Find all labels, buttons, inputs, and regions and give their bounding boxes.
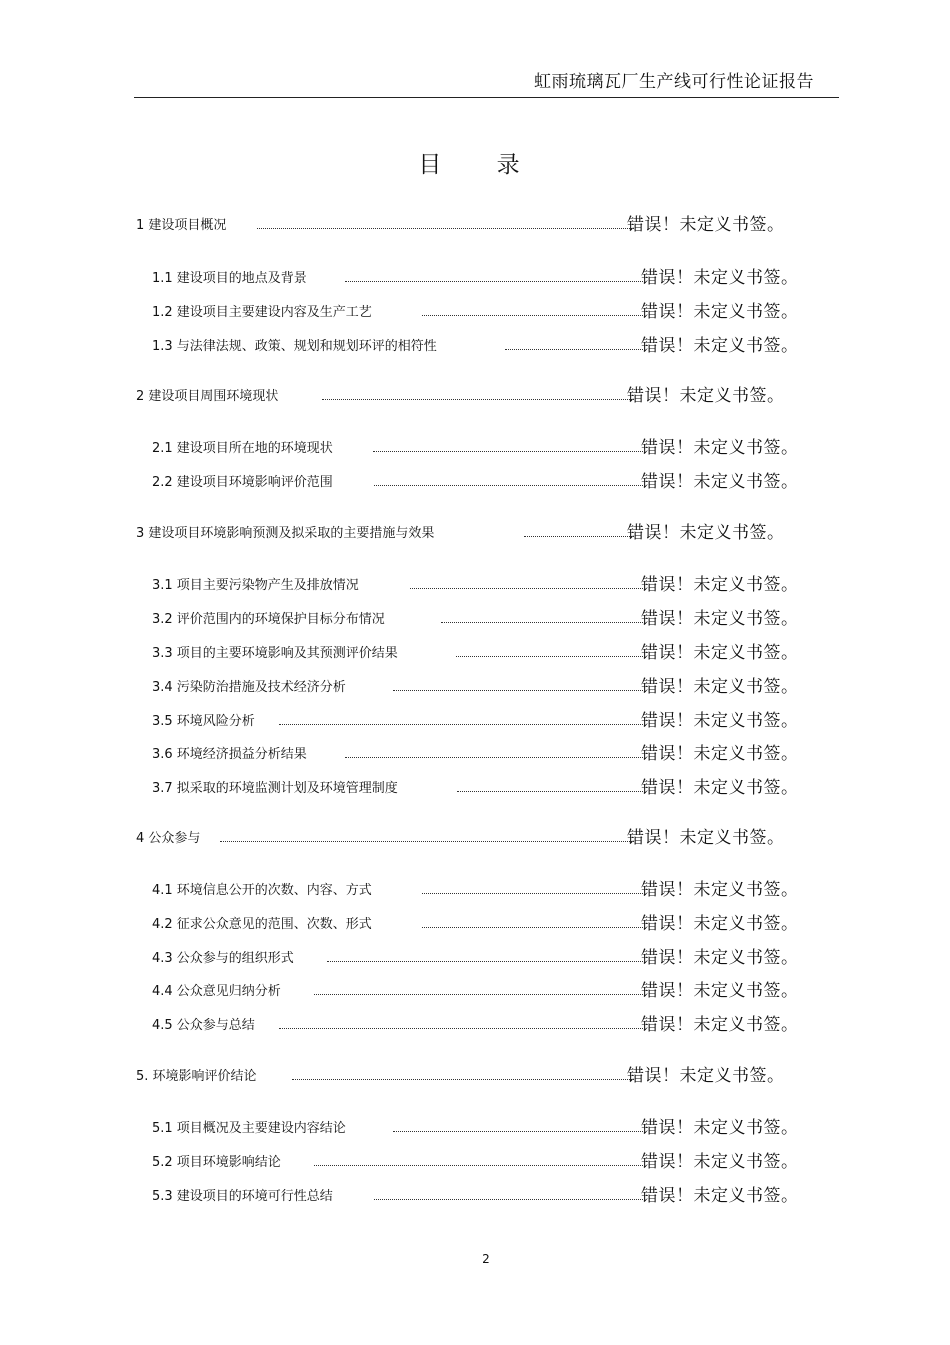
toc-dot-leader xyxy=(314,978,643,995)
toc-dot-leader xyxy=(345,741,643,758)
toc-page-reference: 错误！未定义书签。 xyxy=(641,1152,799,1172)
toc-page-reference: 错误！未定义书签。 xyxy=(641,711,799,731)
toc-page-reference: 错误！未定义书签。 xyxy=(641,981,799,1001)
toc-dot-leader xyxy=(292,1063,634,1080)
toc-dot-leader xyxy=(374,469,643,486)
toc-entry-label: 4 公众参与 xyxy=(136,831,201,846)
toc-page-reference: 错误！未定义书签。 xyxy=(627,1066,785,1086)
document-title: 虹雨琉璃瓦厂生产线可行性论证报告 xyxy=(534,72,814,92)
toc-page-reference: 错误！未定义书签。 xyxy=(641,677,799,697)
toc-dot-leader xyxy=(410,572,643,589)
toc-dot-leader xyxy=(422,911,643,928)
toc-entry[interactable] xyxy=(0,909,950,937)
toc-dot-leader xyxy=(422,877,643,894)
toc-entry-label: 4.3 公众参与的组织形式 xyxy=(152,951,294,966)
toc-entry[interactable] xyxy=(0,467,950,495)
toc-dot-leader xyxy=(441,606,643,623)
toc-entry[interactable] xyxy=(0,518,950,546)
toc-entry-label: 4.5 公众参与总结 xyxy=(152,1018,255,1033)
toc-entry[interactable] xyxy=(0,1010,950,1038)
toc-entry-label: 1 建设项目概况 xyxy=(136,218,227,233)
toc-page-reference: 错误！未定义书签。 xyxy=(641,1015,799,1035)
toc-page-reference: 错误！未定义书签。 xyxy=(641,609,799,629)
toc-entry[interactable] xyxy=(0,976,950,1004)
toc-entry[interactable] xyxy=(0,943,950,971)
toc-page-reference: 错误！未定义书签。 xyxy=(641,880,799,900)
toc-entry[interactable] xyxy=(0,1061,950,1089)
toc-entry-label: 4.4 公众意见归纳分析 xyxy=(152,984,281,999)
toc-page-reference: 错误！未定义书签。 xyxy=(641,1118,799,1138)
toc-entry[interactable] xyxy=(0,331,950,359)
toc-dot-leader xyxy=(374,1183,643,1200)
toc-entry[interactable] xyxy=(0,1113,950,1141)
toc-entry[interactable] xyxy=(0,433,950,461)
toc-page-reference: 错误！未定义书签。 xyxy=(641,438,799,458)
toc-dot-leader xyxy=(279,708,643,725)
toc-page-reference: 错误！未定义书签。 xyxy=(641,268,799,288)
toc-entry[interactable] xyxy=(0,875,950,903)
toc-entry[interactable] xyxy=(0,1181,950,1209)
toc-entry-label: 1.1 建设项目的地点及背景 xyxy=(152,271,307,286)
toc-dot-leader xyxy=(345,265,643,282)
toc-page-reference: 错误！未定义书签。 xyxy=(627,523,785,543)
toc-dot-leader xyxy=(322,383,634,400)
toc-entry[interactable] xyxy=(0,1147,950,1175)
toc-entry-label: 2.1 建设项目所在地的环境现状 xyxy=(152,441,333,456)
toc-dot-leader xyxy=(505,333,643,350)
toc-entry[interactable] xyxy=(0,739,950,767)
toc-dot-leader xyxy=(393,674,643,691)
toc-dot-leader xyxy=(457,775,643,792)
toc-page-reference: 错误！未定义书签。 xyxy=(641,914,799,934)
toc-dot-leader xyxy=(220,825,634,842)
toc-dot-leader xyxy=(456,640,643,657)
toc-entry[interactable] xyxy=(0,297,950,325)
toc-dot-leader xyxy=(524,520,634,537)
toc-page-reference: 错误！未定义书签。 xyxy=(627,828,785,848)
toc-page-reference: 错误！未定义书签。 xyxy=(641,744,799,764)
toc-dot-leader xyxy=(279,1012,643,1029)
toc-entry-label: 3.2 评价范围内的环境保护目标分布情况 xyxy=(152,612,385,627)
toc-entry-label: 1.3 与法律法规、政策、规划和规划环评的相符性 xyxy=(152,339,437,354)
toc-entry[interactable] xyxy=(0,672,950,700)
toc-entry-label: 5.2 项目环境影响结论 xyxy=(152,1155,281,1170)
toc-entry-label: 3.6 环境经济损益分析结果 xyxy=(152,747,307,762)
toc-page-reference: 错误！未定义书签。 xyxy=(641,778,799,798)
toc-entry[interactable] xyxy=(0,570,950,598)
toc-page-reference: 错误！未定义书签。 xyxy=(641,336,799,356)
toc-page-reference: 错误！未定义书签。 xyxy=(641,575,799,595)
toc-dot-leader xyxy=(393,1115,643,1132)
toc-entry-label: 3 建设项目环境影响预测及拟采取的主要措施与效果 xyxy=(136,526,435,541)
toc-entry-label: 5.1 项目概况及主要建设内容结论 xyxy=(152,1121,346,1136)
toc-page-reference: 错误！未定义书签。 xyxy=(641,1186,799,1206)
toc-entry[interactable] xyxy=(0,210,950,238)
toc-entry[interactable] xyxy=(0,604,950,632)
page-number: 2 xyxy=(482,1252,490,1266)
toc-entry-label: 4.2 征求公众意见的范围、次数、形式 xyxy=(152,917,372,932)
toc-entry[interactable] xyxy=(0,638,950,666)
toc-page-reference: 错误！未定义书签。 xyxy=(641,948,799,968)
toc-entry-label: 2.2 建设项目环境影响评价范围 xyxy=(152,475,333,490)
toc-entry-label: 4.1 环境信息公开的次数、内容、方式 xyxy=(152,883,372,898)
toc-entry-label: 5.3 建设项目的环境可行性总结 xyxy=(152,1189,333,1204)
toc-entry-label: 5. 环境影响评价结论 xyxy=(136,1069,257,1084)
toc-dot-leader xyxy=(257,212,634,229)
toc-entry-label: 3.1 项目主要污染物产生及排放情况 xyxy=(152,578,359,593)
toc-entry-label: 3.7 拟采取的环境监测计划及环境管理制度 xyxy=(152,781,398,796)
toc-heading: 目 录 xyxy=(418,152,544,178)
toc-entry[interactable] xyxy=(0,823,950,851)
toc-entry[interactable] xyxy=(0,381,950,409)
toc-dot-leader xyxy=(327,945,643,962)
toc-entry[interactable] xyxy=(0,706,950,734)
toc-page-reference: 错误！未定义书签。 xyxy=(641,643,799,663)
toc-dot-leader xyxy=(422,299,643,316)
toc-page-reference: 错误！未定义书签。 xyxy=(641,302,799,322)
toc-dot-leader xyxy=(373,435,643,452)
toc-page-reference: 错误！未定义书签。 xyxy=(641,472,799,492)
toc-entry-label: 3.4 污染防治措施及技术经济分析 xyxy=(152,680,346,695)
toc-page-reference: 错误！未定义书签。 xyxy=(627,215,785,235)
toc-entry-label: 1.2 建设项目主要建设内容及生产工艺 xyxy=(152,305,372,320)
toc-entry[interactable] xyxy=(0,773,950,801)
toc-entry-label: 2 建设项目周围环境现状 xyxy=(136,389,279,404)
toc-page-reference: 错误！未定义书签。 xyxy=(627,386,785,406)
toc-entry-label: 3.3 项目的主要环境影响及其预测评价结果 xyxy=(152,646,398,661)
toc-dot-leader xyxy=(314,1149,643,1166)
toc-entry-label: 3.5 环境风险分析 xyxy=(152,714,255,729)
toc-entry[interactable] xyxy=(0,263,950,291)
